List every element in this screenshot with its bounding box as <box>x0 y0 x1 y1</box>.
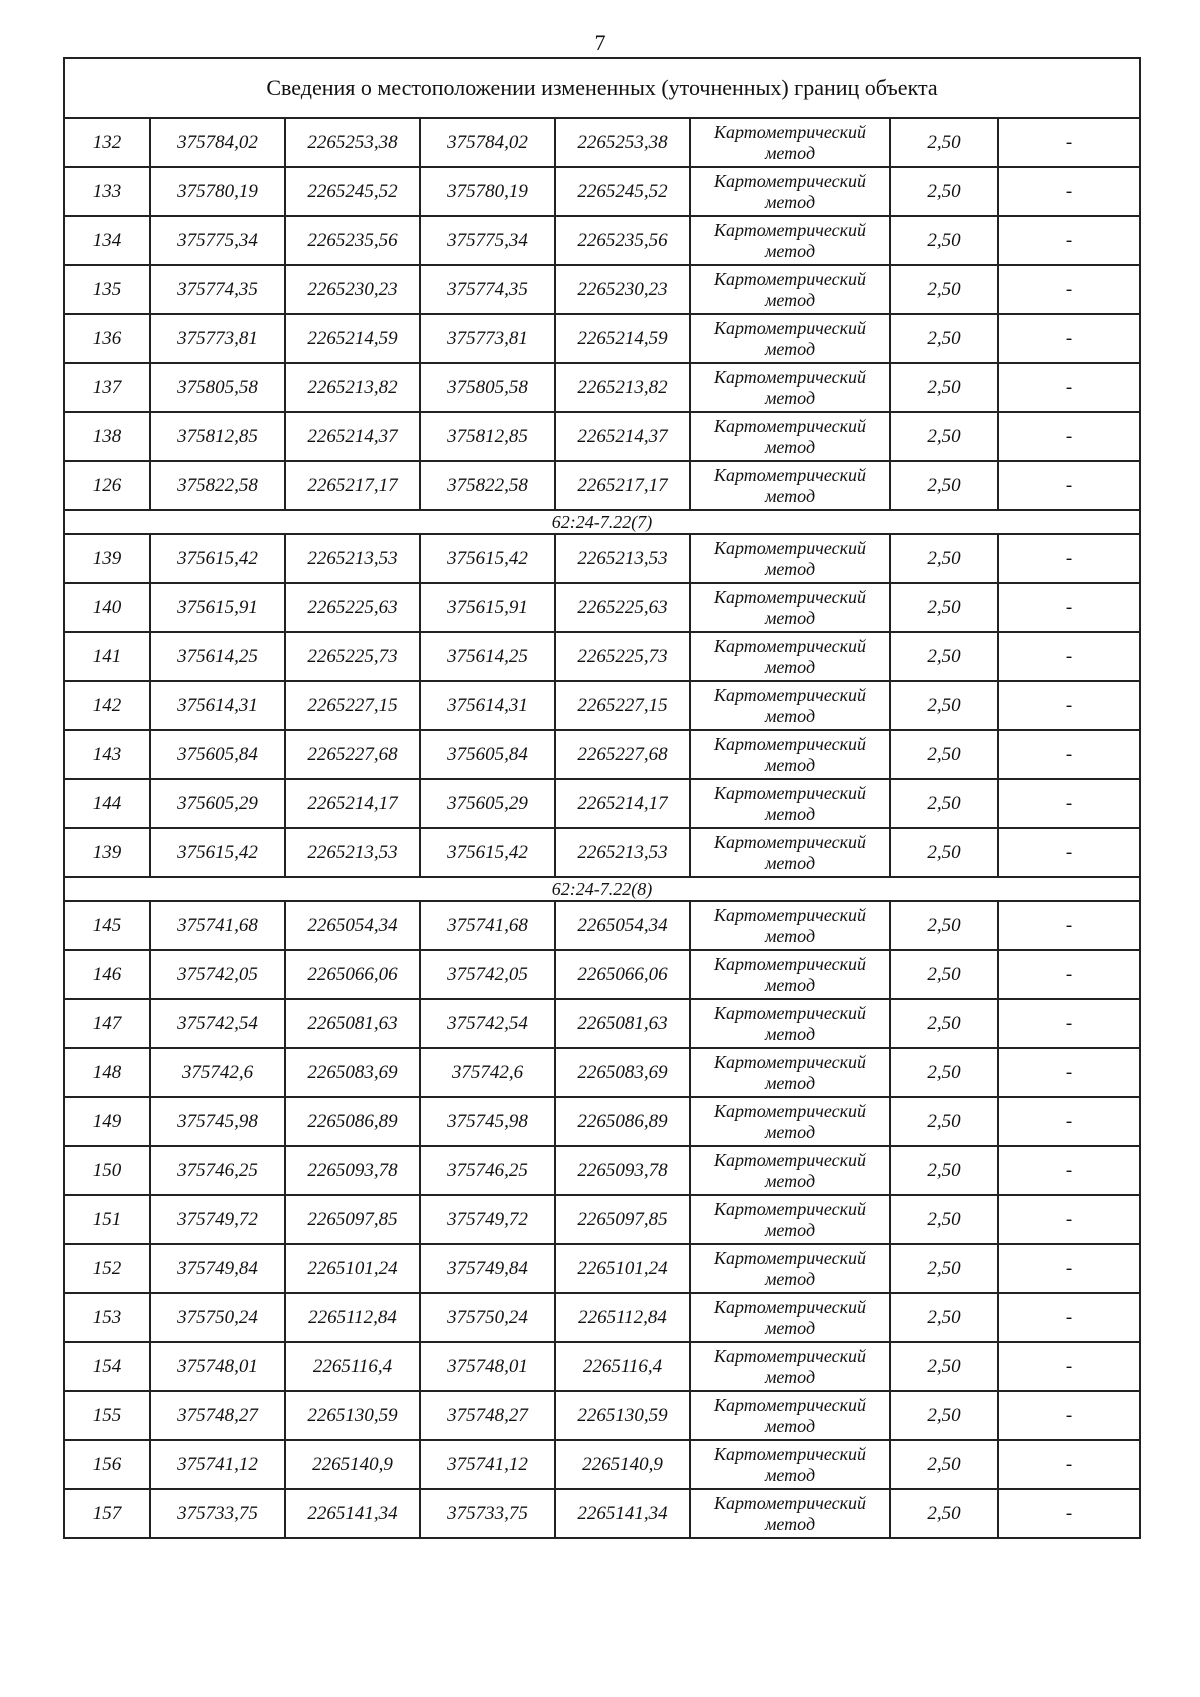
cell-x-refined: 375614,31 <box>420 681 555 730</box>
cell-x-existing: 375773,81 <box>150 314 285 363</box>
cell-point-number: 147 <box>64 999 150 1048</box>
table-row <box>64 950 1140 999</box>
cell-y-refined: 2265214,37 <box>555 412 690 461</box>
table-title-row <box>64 58 1140 118</box>
cell-x-existing: 375745,98 <box>150 1097 285 1146</box>
section-heading-row <box>64 877 1140 901</box>
cell-method <box>690 1440 890 1489</box>
cell-y-refined: 2265101,24 <box>555 1244 690 1293</box>
cell-x-refined: 375746,25 <box>420 1146 555 1195</box>
cell-x-refined: 375773,81 <box>420 314 555 363</box>
cell-accuracy: 2,50 <box>890 118 998 167</box>
table-row <box>64 1244 1140 1293</box>
cell-y-refined: 2265225,63 <box>555 583 690 632</box>
cell-point-number: 146 <box>64 950 150 999</box>
cell-method <box>690 314 890 363</box>
method-text: Картометрический метод <box>713 635 866 677</box>
cell-accuracy: 2,50 <box>890 632 998 681</box>
table-row <box>64 730 1140 779</box>
cell-method <box>690 950 890 999</box>
cell-x-refined: 375614,25 <box>420 632 555 681</box>
table-row <box>64 314 1140 363</box>
cell-description: - <box>998 583 1140 632</box>
cell-description: - <box>998 265 1140 314</box>
cell-description: - <box>998 534 1140 583</box>
cell-method <box>690 828 890 877</box>
cell-point-number: 154 <box>64 1342 150 1391</box>
cell-y-refined: 2265213,53 <box>555 534 690 583</box>
cell-x-existing: 375746,25 <box>150 1146 285 1195</box>
cell-x-existing: 375614,31 <box>150 681 285 730</box>
cell-point-number: 155 <box>64 1391 150 1440</box>
cell-y-refined: 2265253,38 <box>555 118 690 167</box>
cell-x-existing: 375784,02 <box>150 118 285 167</box>
cell-point-number: 149 <box>64 1097 150 1146</box>
cell-point-number: 152 <box>64 1244 150 1293</box>
cell-point-number: 144 <box>64 779 150 828</box>
cell-accuracy: 2,50 <box>890 828 998 877</box>
cell-description: - <box>998 1342 1140 1391</box>
method-text: Картометрический метод <box>713 415 866 457</box>
cell-accuracy: 2,50 <box>890 950 998 999</box>
cell-x-refined: 375812,85 <box>420 412 555 461</box>
cell-y-existing: 2265101,24 <box>285 1244 420 1293</box>
cell-description: - <box>998 828 1140 877</box>
cell-method <box>690 1244 890 1293</box>
cell-x-refined: 375741,68 <box>420 901 555 950</box>
cell-x-existing: 375742,6 <box>150 1048 285 1097</box>
cell-x-existing: 375614,25 <box>150 632 285 681</box>
cell-accuracy: 2,50 <box>890 1195 998 1244</box>
cell-y-existing: 2265230,23 <box>285 265 420 314</box>
cell-y-refined: 2265081,63 <box>555 999 690 1048</box>
cell-y-refined: 2265227,15 <box>555 681 690 730</box>
cell-method <box>690 730 890 779</box>
cell-x-existing: 375615,42 <box>150 534 285 583</box>
method-text: Картометрический метод <box>713 464 866 506</box>
cell-description: - <box>998 681 1140 730</box>
cell-x-refined: 375748,01 <box>420 1342 555 1391</box>
method-text: Картометрический метод <box>713 1394 866 1436</box>
cell-method <box>690 681 890 730</box>
cell-accuracy: 2,50 <box>890 314 998 363</box>
method-text: Картометрический метод <box>713 219 866 261</box>
cell-y-existing: 2265213,53 <box>285 828 420 877</box>
cell-y-existing: 2265245,52 <box>285 167 420 216</box>
table-row <box>64 901 1140 950</box>
table-row <box>64 1342 1140 1391</box>
cell-point-number: 132 <box>64 118 150 167</box>
cell-description: - <box>998 1440 1140 1489</box>
table-row <box>64 1097 1140 1146</box>
cell-y-refined: 2265213,53 <box>555 828 690 877</box>
cell-y-refined: 2265235,56 <box>555 216 690 265</box>
cell-x-existing: 375605,29 <box>150 779 285 828</box>
cell-x-refined: 375741,12 <box>420 1440 555 1489</box>
cell-x-refined: 375822,58 <box>420 461 555 510</box>
table-row <box>64 1293 1140 1342</box>
cell-y-refined: 2265066,06 <box>555 950 690 999</box>
cell-x-existing: 375774,35 <box>150 265 285 314</box>
cell-point-number: 137 <box>64 363 150 412</box>
cell-y-refined: 2265112,84 <box>555 1293 690 1342</box>
cell-description: - <box>998 901 1140 950</box>
method-text: Картометрический метод <box>713 1100 866 1142</box>
cell-y-existing: 2265214,59 <box>285 314 420 363</box>
table-row <box>64 412 1140 461</box>
cell-x-existing: 375822,58 <box>150 461 285 510</box>
method-text: Картометрический метод <box>713 782 866 824</box>
cell-description: - <box>998 314 1140 363</box>
cell-accuracy: 2,50 <box>890 412 998 461</box>
cell-method <box>690 583 890 632</box>
cell-method <box>690 167 890 216</box>
cell-point-number: 150 <box>64 1146 150 1195</box>
cell-y-existing: 2265097,85 <box>285 1195 420 1244</box>
cell-point-number: 157 <box>64 1489 150 1538</box>
method-text: Картометрический метод <box>713 733 866 775</box>
cell-description: - <box>998 779 1140 828</box>
cell-x-refined: 375605,84 <box>420 730 555 779</box>
boundary-coordinates-table <box>63 57 1141 1539</box>
cell-x-refined: 375749,72 <box>420 1195 555 1244</box>
method-text: Картометрический метод <box>713 537 866 579</box>
cell-y-refined: 2265097,85 <box>555 1195 690 1244</box>
cell-point-number: 140 <box>64 583 150 632</box>
table-title: Сведения о местоположении измененных (уточненных) границ объекта <box>64 58 1140 118</box>
method-text: Картометрический метод <box>713 268 866 310</box>
table-row <box>64 216 1140 265</box>
cell-x-existing: 375742,05 <box>150 950 285 999</box>
cell-accuracy: 2,50 <box>890 681 998 730</box>
cell-description: - <box>998 1244 1140 1293</box>
cell-x-existing: 375780,19 <box>150 167 285 216</box>
method-text: Картометрический метод <box>713 366 866 408</box>
cell-x-refined: 375615,42 <box>420 828 555 877</box>
cell-y-refined: 2265130,59 <box>555 1391 690 1440</box>
cell-x-refined: 375774,35 <box>420 265 555 314</box>
table-row <box>64 118 1140 167</box>
cell-description: - <box>998 1146 1140 1195</box>
cell-y-existing: 2265253,38 <box>285 118 420 167</box>
cell-accuracy: 2,50 <box>890 265 998 314</box>
method-text: Картометрический метод <box>713 1247 866 1289</box>
cell-y-existing: 2265217,17 <box>285 461 420 510</box>
cell-accuracy: 2,50 <box>890 167 998 216</box>
cell-point-number: 141 <box>64 632 150 681</box>
cell-y-refined: 2265093,78 <box>555 1146 690 1195</box>
cell-accuracy: 2,50 <box>890 1293 998 1342</box>
cell-accuracy: 2,50 <box>890 534 998 583</box>
cell-x-existing: 375749,72 <box>150 1195 285 1244</box>
cell-point-number: 126 <box>64 461 150 510</box>
cell-x-existing: 375748,27 <box>150 1391 285 1440</box>
cell-point-number: 153 <box>64 1293 150 1342</box>
cell-y-refined: 2265213,82 <box>555 363 690 412</box>
cell-x-refined: 375615,42 <box>420 534 555 583</box>
cell-accuracy: 2,50 <box>890 216 998 265</box>
cell-x-existing: 375605,84 <box>150 730 285 779</box>
cell-point-number: 133 <box>64 167 150 216</box>
cell-y-refined: 2265140,9 <box>555 1440 690 1489</box>
method-text: Картометрический метод <box>713 586 866 628</box>
cell-x-refined: 375742,6 <box>420 1048 555 1097</box>
cell-method <box>690 1097 890 1146</box>
cell-method <box>690 534 890 583</box>
cell-point-number: 135 <box>64 265 150 314</box>
cell-method <box>690 216 890 265</box>
cell-x-existing: 375741,68 <box>150 901 285 950</box>
cell-y-existing: 2265214,17 <box>285 779 420 828</box>
cell-description: - <box>998 1195 1140 1244</box>
cell-description: - <box>998 999 1140 1048</box>
cell-y-existing: 2265227,68 <box>285 730 420 779</box>
cell-accuracy: 2,50 <box>890 730 998 779</box>
cell-y-existing: 2265086,89 <box>285 1097 420 1146</box>
cell-method <box>690 265 890 314</box>
cell-method <box>690 1146 890 1195</box>
cell-y-refined: 2265230,23 <box>555 265 690 314</box>
cell-method <box>690 901 890 950</box>
cell-accuracy: 2,50 <box>890 583 998 632</box>
method-text: Картометрический метод <box>713 684 866 726</box>
cell-method <box>690 363 890 412</box>
cell-y-existing: 2265066,06 <box>285 950 420 999</box>
table-row <box>64 681 1140 730</box>
cell-description: - <box>998 118 1140 167</box>
cell-y-refined: 2265245,52 <box>555 167 690 216</box>
cell-method <box>690 1342 890 1391</box>
cell-description: - <box>998 1048 1140 1097</box>
section-heading-row <box>64 510 1140 534</box>
cell-y-refined: 2265214,59 <box>555 314 690 363</box>
cell-x-existing: 375805,58 <box>150 363 285 412</box>
cell-method <box>690 779 890 828</box>
cell-accuracy: 2,50 <box>890 1097 998 1146</box>
method-text: Картометрический метод <box>713 1345 866 1387</box>
table-row <box>64 1048 1140 1097</box>
cell-y-existing: 2265083,69 <box>285 1048 420 1097</box>
cell-y-existing: 2265141,34 <box>285 1489 420 1538</box>
cell-y-existing: 2265227,15 <box>285 681 420 730</box>
cell-description: - <box>998 950 1140 999</box>
cell-y-refined: 2265214,17 <box>555 779 690 828</box>
cell-accuracy: 2,50 <box>890 1048 998 1097</box>
cell-description: - <box>998 216 1140 265</box>
cell-description: - <box>998 632 1140 681</box>
table-row <box>64 999 1140 1048</box>
cell-x-refined: 375748,27 <box>420 1391 555 1440</box>
method-text: Картометрический метод <box>713 904 866 946</box>
cell-y-refined: 2265116,4 <box>555 1342 690 1391</box>
cell-x-refined: 375605,29 <box>420 779 555 828</box>
cell-point-number: 143 <box>64 730 150 779</box>
cell-accuracy: 2,50 <box>890 1489 998 1538</box>
cell-y-existing: 2265140,9 <box>285 1440 420 1489</box>
cell-accuracy: 2,50 <box>890 1146 998 1195</box>
method-text: Картометрический метод <box>713 1149 866 1191</box>
cell-y-existing: 2265112,84 <box>285 1293 420 1342</box>
cell-y-existing: 2265225,63 <box>285 583 420 632</box>
cell-y-existing: 2265214,37 <box>285 412 420 461</box>
cell-point-number: 151 <box>64 1195 150 1244</box>
table-row <box>64 632 1140 681</box>
cell-x-refined: 375784,02 <box>420 118 555 167</box>
cell-y-refined: 2265086,89 <box>555 1097 690 1146</box>
cell-x-refined: 375733,75 <box>420 1489 555 1538</box>
cell-accuracy: 2,50 <box>890 999 998 1048</box>
table-row <box>64 1440 1140 1489</box>
cell-method <box>690 461 890 510</box>
cell-accuracy: 2,50 <box>890 1244 998 1293</box>
cell-description: - <box>998 1097 1140 1146</box>
cell-y-refined: 2265217,17 <box>555 461 690 510</box>
cell-x-refined: 375615,91 <box>420 583 555 632</box>
method-text: Картометрический метод <box>713 121 866 163</box>
method-text: Картометрический метод <box>713 1443 866 1485</box>
cell-x-existing: 375750,24 <box>150 1293 285 1342</box>
cell-accuracy: 2,50 <box>890 1440 998 1489</box>
cell-x-refined: 375805,58 <box>420 363 555 412</box>
table-row <box>64 583 1140 632</box>
cell-method <box>690 1489 890 1538</box>
cell-x-refined: 375780,19 <box>420 167 555 216</box>
cell-accuracy: 2,50 <box>890 779 998 828</box>
cell-accuracy: 2,50 <box>890 363 998 412</box>
cell-point-number: 136 <box>64 314 150 363</box>
cell-y-existing: 2265225,73 <box>285 632 420 681</box>
cell-y-refined: 2265054,34 <box>555 901 690 950</box>
table-row <box>64 265 1140 314</box>
table-row <box>64 1391 1140 1440</box>
cell-method <box>690 999 890 1048</box>
cell-y-refined: 2265083,69 <box>555 1048 690 1097</box>
cell-description: - <box>998 167 1140 216</box>
cell-description: - <box>998 1293 1140 1342</box>
cell-description: - <box>998 461 1140 510</box>
table-row <box>64 779 1140 828</box>
cell-method <box>690 1048 890 1097</box>
cell-y-existing: 2265235,56 <box>285 216 420 265</box>
cell-y-refined: 2265227,68 <box>555 730 690 779</box>
cell-y-existing: 2265093,78 <box>285 1146 420 1195</box>
method-text: Картометрический метод <box>713 317 866 359</box>
method-text: Картометрический метод <box>713 1296 866 1338</box>
cell-y-existing: 2265130,59 <box>285 1391 420 1440</box>
cell-x-existing: 375749,84 <box>150 1244 285 1293</box>
cell-x-existing: 375812,85 <box>150 412 285 461</box>
cell-x-refined: 375745,98 <box>420 1097 555 1146</box>
method-text: Картометрический метод <box>713 953 866 995</box>
table-row <box>64 461 1140 510</box>
method-text: Картометрический метод <box>713 170 866 212</box>
table-row <box>64 1489 1140 1538</box>
method-text: Картометрический метод <box>713 831 866 873</box>
cell-y-existing: 2265116,4 <box>285 1342 420 1391</box>
cell-accuracy: 2,50 <box>890 1342 998 1391</box>
table-row <box>64 1146 1140 1195</box>
cell-point-number: 138 <box>64 412 150 461</box>
cell-point-number: 139 <box>64 534 150 583</box>
table-row <box>64 828 1140 877</box>
cell-description: - <box>998 1391 1140 1440</box>
cell-x-refined: 375775,34 <box>420 216 555 265</box>
cell-x-existing: 375615,91 <box>150 583 285 632</box>
cell-description: - <box>998 730 1140 779</box>
cell-point-number: 139 <box>64 828 150 877</box>
cell-x-refined: 375749,84 <box>420 1244 555 1293</box>
cell-x-refined: 375742,05 <box>420 950 555 999</box>
cell-method <box>690 632 890 681</box>
table-row <box>64 167 1140 216</box>
cell-method <box>690 1195 890 1244</box>
cell-x-existing: 375733,75 <box>150 1489 285 1538</box>
cell-y-existing: 2265054,34 <box>285 901 420 950</box>
cell-point-number: 134 <box>64 216 150 265</box>
method-text: Картометрический метод <box>713 1198 866 1240</box>
section-heading: 62:24-7.22(8) <box>64 877 1140 901</box>
cell-point-number: 148 <box>64 1048 150 1097</box>
cell-x-refined: 375742,54 <box>420 999 555 1048</box>
cell-x-existing: 375741,12 <box>150 1440 285 1489</box>
cell-x-existing: 375775,34 <box>150 216 285 265</box>
method-text: Картометрический метод <box>713 1002 866 1044</box>
page-number: 7 <box>594 30 606 55</box>
cell-y-existing: 2265213,53 <box>285 534 420 583</box>
cell-point-number: 145 <box>64 901 150 950</box>
method-text: Картометрический метод <box>713 1492 866 1534</box>
cell-accuracy: 2,50 <box>890 461 998 510</box>
cell-method <box>690 1293 890 1342</box>
cell-point-number: 142 <box>64 681 150 730</box>
cell-point-number: 156 <box>64 1440 150 1489</box>
table-row <box>64 534 1140 583</box>
method-text: Картометрический метод <box>713 1051 866 1093</box>
cell-method <box>690 412 890 461</box>
cell-accuracy: 2,50 <box>890 1391 998 1440</box>
table-row <box>64 363 1140 412</box>
cell-accuracy: 2,50 <box>890 901 998 950</box>
cell-method <box>690 118 890 167</box>
section-heading: 62:24-7.22(7) <box>64 510 1140 534</box>
cell-x-existing: 375742,54 <box>150 999 285 1048</box>
cell-x-existing: 375748,01 <box>150 1342 285 1391</box>
cell-y-existing: 2265081,63 <box>285 999 420 1048</box>
cell-description: - <box>998 1489 1140 1538</box>
cell-y-refined: 2265225,73 <box>555 632 690 681</box>
cell-description: - <box>998 412 1140 461</box>
table-row <box>64 1195 1140 1244</box>
cell-y-refined: 2265141,34 <box>555 1489 690 1538</box>
cell-x-refined: 375750,24 <box>420 1293 555 1342</box>
cell-x-existing: 375615,42 <box>150 828 285 877</box>
cell-description: - <box>998 363 1140 412</box>
cell-method <box>690 1391 890 1440</box>
cell-y-existing: 2265213,82 <box>285 363 420 412</box>
